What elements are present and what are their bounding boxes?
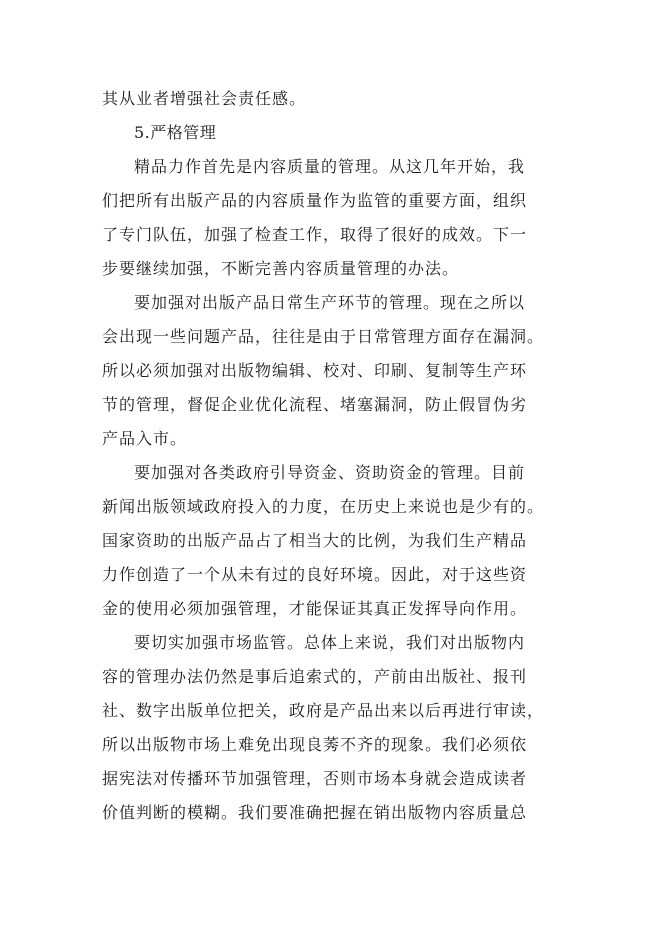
text-line: 们把所有出版产品的内容质量作为监管的重要方面，组织	[102, 191, 528, 210]
text-line: 产品入市。	[102, 429, 188, 448]
text-line: 价值判断的模糊。我们要准确把握在销出版物内容质量总	[102, 803, 528, 822]
text-line: 社、数字出版单位把关，政府是产品出来以后再进行审读，	[102, 701, 545, 720]
text-line: 要切实加强市场监管。总体上来说，我们对出版物内	[134, 633, 526, 652]
text-line: 国家资助的出版产品占了相当大的比例，为我们生产精品	[102, 531, 528, 550]
text-line: 要加强对出版产品日常生产环节的管理。现在之所以	[134, 293, 526, 312]
text-line: 容的管理办法仍然是事后追索式的，产前由出版社、报刊	[102, 667, 528, 686]
text-line: 所以必须加强对出版物编辑、校对、印刷、复制等生产环	[102, 361, 528, 380]
text-line: 要加强对各类政府引导资金、资助资金的管理。目前	[134, 463, 526, 482]
text-line: 新闻出版领域政府投入的力度，在历史上来说也是少有的。	[102, 497, 545, 516]
body-text	[102, 82, 550, 830]
text-line: 所以出版物市场上难免出现良莠不齐的现象。我们必须依	[102, 735, 528, 754]
text-line: 其从业者增强社会责任感。	[102, 89, 307, 108]
section-heading: 5.严格管理	[134, 123, 217, 142]
text-line: 会出现一些问题产品，往往是由于日常管理方面存在漏洞。	[102, 327, 545, 346]
text-line: 精品力作首先是内容质量的管理。从这几年开始，我	[134, 157, 526, 176]
text-line: 金的使用必须加强管理，才能保证其真正发挥导向作用。	[102, 599, 528, 618]
text-line: 步要继续加强，不断完善内容质量管理的办法。	[102, 259, 460, 278]
text-line: 了专门队伍，加强了检查工作，取得了很好的成效。下一	[102, 225, 528, 244]
text-line: 据宪法对传播环节加强管理，否则市场本身就会造成读者	[102, 769, 528, 788]
text-line: 力作创造了一个从未有过的良好环境。因此，对于这些资	[102, 565, 528, 584]
text-line: 节的管理，督促企业优化流程、堵塞漏洞，防止假冒伪劣	[102, 395, 528, 414]
